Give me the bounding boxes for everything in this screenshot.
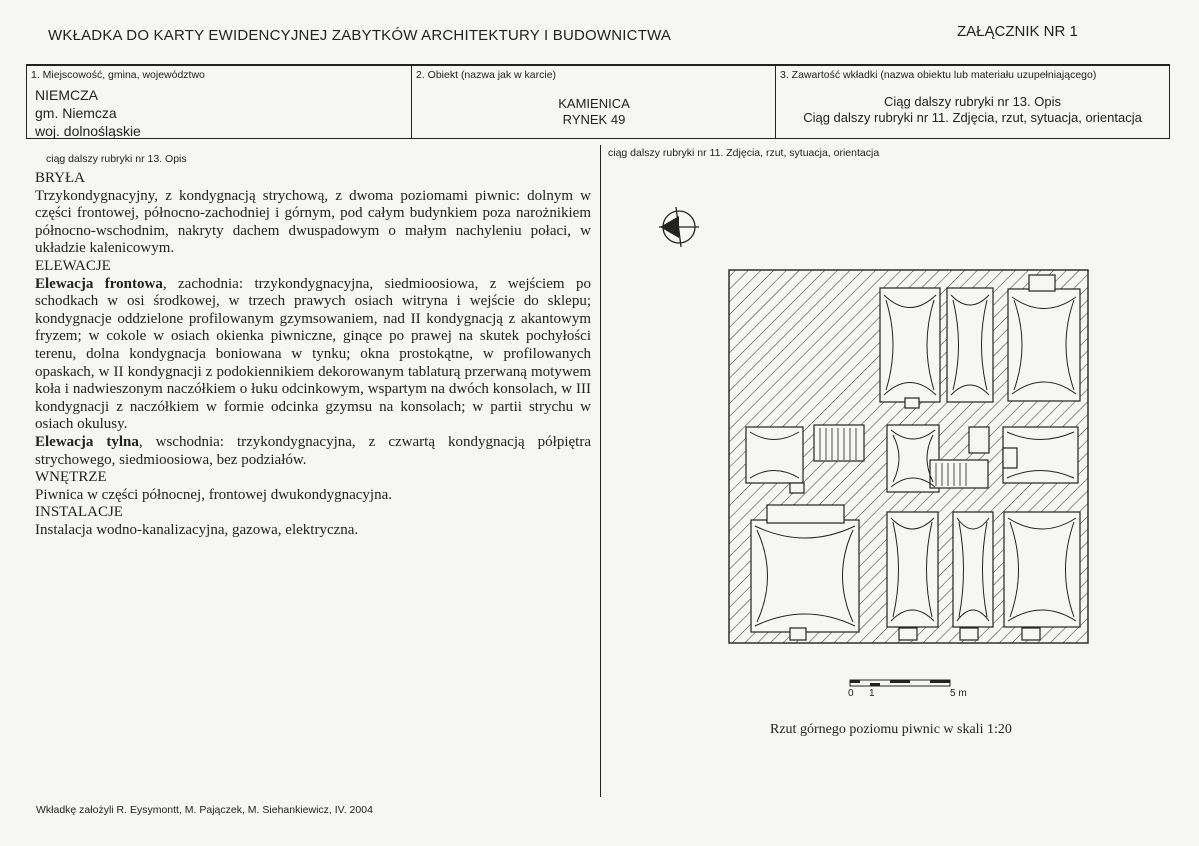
scale-bar [848,680,967,699]
content-line-2: Ciąg dalszy rubryki nr 11. Zdjęcia, rzut, sytuacja, orientacja [803,110,1142,125]
object-name: KAMIENICA [558,96,630,111]
para-wnetrze: Piwnica w części północnej, frontowej dwukondygnacyjna. [35,486,392,503]
location-commune: gm. Niemcza [35,105,117,121]
field-location [26,64,412,139]
heading-bryla: BRYŁA [35,170,86,186]
description-text [35,170,591,539]
location-voivodeship: woj. dolnośląskie [35,123,141,139]
field-content [775,64,1170,139]
heading-elewacje: ELEWACJE [35,257,111,274]
field-object-label: 2. Obiekt (nazwa jak w karcie) [416,69,557,81]
field-location-label: 1. Miejscowość, gmina, województwo [31,69,205,81]
heading-instalacje: INSTALACJE [35,504,123,521]
object-address: RYNEK 49 [562,112,626,127]
floor-plan-drawing [640,200,1100,710]
scale-label-5m: 5 m [950,688,967,699]
content-line-1: Ciąg dalszy rubryki nr 13. Opis [883,94,1061,109]
annex-label: ZAŁĄCZNIK NR 1 [957,23,1078,40]
form-title: WKŁADKA DO KARTY EWIDENCYJNEJ ZABYTKÓW ARCHITEKTURY I BUDOWNICTWA [48,27,672,44]
right-subheader: ciąg dalszy rubryki nr 11. Zdjęcia, rzut, sytuacja, orientacja [608,147,880,159]
scale-label-1: 1 [869,688,875,699]
front-elevation-title: Elewacja frontowa [35,275,163,292]
scale-label-0: 0 [848,688,854,699]
field-object [411,64,776,139]
para-rear-elevation [35,434,591,469]
para-bryla: Trzykondygnacyjny, z kondygnacją strychową, z dwoma poziomami piwnic: dolnym w części frontowej, północno-zachodniej i górnym, pod całym budynkiem poza narożnikiem północno-wschodnim, nakryty dachem dwuspadowym o małym nachyleniu połaci, w układzie kalenicowym. [35,187,591,257]
heading-wnetrze: WNĘTRZE [35,469,107,486]
authors-footer: Wkładkę założyli R. Eysymontt, M. Pajączek, M. Siehankiewicz, IV. 2004 [36,804,373,816]
para-front-elevation [35,276,591,434]
rear-elevation-title: Elewacja tylna [35,433,139,450]
column-divider [600,145,601,797]
plan-caption: Rzut górnego poziomu piwnic w skali 1:20 [770,722,1012,737]
rear-elevation-text: , wschodnia: trzykondygnacyjna, z czwartą kondygnacją półpiętra strychowego, siedmioosiowa, bez podziałów. [35,433,591,468]
location-town: NIEMCZA [35,87,98,103]
para-instalacje: Instalacja wodno-kanalizacyjna, gazowa, elektryczna. [35,521,359,538]
left-subheader: ciąg dalszy rubryki nr 13. Opis [46,153,187,165]
front-elevation-text: , zachodnia: trzykondygnacyjna, siedmioosiowa, z wejściem po schodkach w osi środkowej, w trzech prawych osiach witryna i wejście do sklepu; kondygnacje oddzielone profilowanym gzymsowaniem, nad II kondygnacją z akantowym fryzem; w cokole w osiach okienka piwniczne, ginące po prawej na skutek pochyłości terenu, dolna kondygnacja boniowana w tynku; okna prostokątne, w profilowanych opaskach, w II kondygnacji z podokiennikiem dekorowanym tablaturą przerwaną motywem koła i nadwieszonym naczółkiem o łuku odcinkowym, wspartym na dwóch konsolach, w III kondygnacji z naczółkiem w formie odcinka gzymsu na konsolach; w partii strychu w osiach okulusy. [35,275,591,433]
field-content-label: 3. Zawartość wkładki (nazwa obiektu lub materiału uzupełniającego) [780,69,1097,81]
north-arrow-icon [659,207,699,247]
